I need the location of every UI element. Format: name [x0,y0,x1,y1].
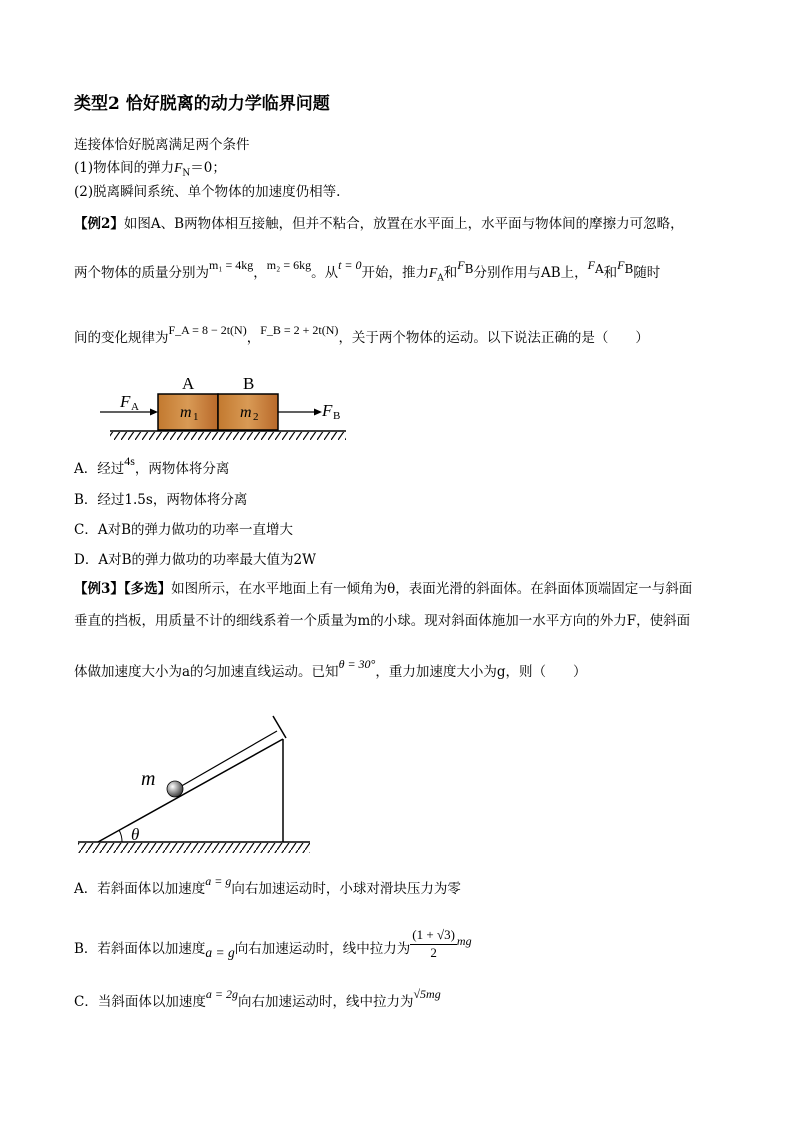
mass-1-label: m [180,404,192,421]
example3-option-c [74,987,441,1011]
option-c-value: √5mg [413,987,441,1001]
example2-text-2e: 随时 [633,265,661,281]
block-a-label: A [182,374,195,393]
option-a-text-2-end: 向右加速运动时，小球对滑块压力为零 [231,881,461,897]
force-a-symbol: F [429,265,438,280]
force-b-law: F_B = 2 + 2t(N) [260,323,339,337]
tension-fraction [410,926,457,961]
separator-2: ， [246,330,261,346]
option-a-value: 4s [124,454,135,468]
example2-option-c: C．A对B的弹力做功的功率一直增大 [74,522,293,538]
string-line [178,731,277,788]
ground-hatch [110,432,346,440]
option-c-text: C．当斜面体以加速度 [74,994,206,1010]
fraction-numerator: (1 + √3) [410,926,457,945]
example2-text-2d: 分别作用与AB上， [473,265,588,281]
example2-text-1: 如图A、B两物体相互接触，但并不粘合，放置在水平面上，水平面与物体间的摩擦力可忽略， [123,216,684,232]
baffle-plate [273,716,286,738]
time-zero-equation: t = 0 [338,258,362,272]
option-c-text-mid: 向右加速运动时，线中拉力为 [237,994,414,1010]
force-a-subscript-2: A [594,261,604,276]
example3-text-1: 如图所示，在水平地面上有一倾角为θ，表面光滑的斜面体。在斜面体顶端固定一与斜面 [171,581,693,597]
example2-text-3a: 间的变化规律为 [74,330,169,346]
separator: ， [253,265,267,281]
example2-tag: 【例2】 [74,216,124,232]
section-heading: 类型2 恰好脱离的动力学临界问题 [74,94,330,114]
example2-question-line-2 [74,258,661,288]
example2-question-line-1 [74,215,684,233]
option-a-text: A．经过 [74,461,125,477]
fraction-denominator: 2 [430,945,437,960]
force-b-symbol-2: F [617,258,625,272]
example3-question-line-1 [74,580,692,598]
mass-1-label-sub: 1 [193,411,199,423]
small-ball [167,781,183,797]
angle-equation: θ = 30° [338,657,376,671]
mass1-equation: m₁ = 4kg [209,258,254,272]
force-a-law: F_A = 8 − 2t(N) [168,323,247,337]
example3-text-3b: ，重力加速度大小为g，则（ ） [375,664,587,680]
option-b-mg: mg [456,934,472,948]
option-a-equation: a = g [205,874,232,888]
incline-surface [98,739,283,842]
mass-2-label: m [240,404,252,421]
mass2-equation: m₂ = 6kg [266,258,312,272]
mass-2-label-sub: 2 [253,411,259,423]
conjunction: 和 [443,265,458,281]
force-a-arrowhead [150,409,158,416]
force-a-symbol-2: F [587,258,595,272]
example2-text-2c: 开始，推力 [361,265,430,281]
option-b-text-mid: 向右加速运动时，线中拉力为 [234,941,411,957]
example3-option-a [74,874,461,898]
example3-text-3a: 体做加速度大小为a的匀加速直线运动。已知 [74,664,339,680]
option-b-text: B．若斜面体以加速度 [74,941,206,957]
option-c-equation: a = 2g [205,987,238,1001]
force-symbol: F [174,160,183,175]
example3-question-line-2: 垂直的挡板，用质量不计的细线系着一个质量为m的小球。现对斜面体施加一水平方向的外力F，使斜面 [74,613,691,629]
force-a-label-sub: A [131,401,139,413]
conjunction-2: 和 [603,265,618,281]
example2-text-3b: ，关于两个物体的运动。以下说法正确的是（ ） [338,330,649,346]
example3-option-b [74,927,472,967]
example2-question-line-3 [74,323,649,347]
incline-diagram [74,700,314,860]
block-b-label: B [243,374,255,393]
example2-option-b: B．经过1.5s，两物体将分离 [74,492,248,508]
intro-line-3: (2)脱离瞬间系统、单个物体的加速度仍相等. [74,184,341,200]
example3-tag: 【例3】【多选】 [74,581,172,597]
ground-hatch-2 [78,843,310,853]
intro-line-2-text: (1)物体间的弹力 [74,160,175,176]
force-b-symbol: F [457,258,465,272]
option-a-text-end: ，两物体将分离 [134,461,230,477]
force-b-subscript: B [464,261,474,276]
mass-label: m [141,768,156,790]
example2-text-2b: 。从 [311,265,339,281]
two-block-diagram [100,370,360,440]
option-b-equation: a = g [205,945,235,960]
force-a-label: F [120,392,131,411]
example2-option-a [74,454,230,478]
force-b-label: F [322,401,333,420]
intro-line-1: 连接体恰好脱离满足两个条件 [74,137,250,153]
example2-option-d: D．A对B的弹力做功的功率最大值为2W [74,552,316,568]
angle-label: θ [131,825,140,844]
angle-arc [119,830,122,842]
force-b-label-sub: B [333,410,341,422]
intro-line-2 [74,159,226,183]
force-subscript: N [182,168,191,179]
example2-text-2a: 两个物体的质量分别为 [74,265,209,281]
force-b-arrowhead [314,409,322,416]
intro-line-2-end: ＝0； [190,160,226,176]
force-b-subscript-2: B [624,261,634,276]
force-a-subscript: A [437,273,444,284]
example3-question-line-3 [74,657,587,681]
option-a-text-2: A．若斜面体以加速度 [74,881,206,897]
